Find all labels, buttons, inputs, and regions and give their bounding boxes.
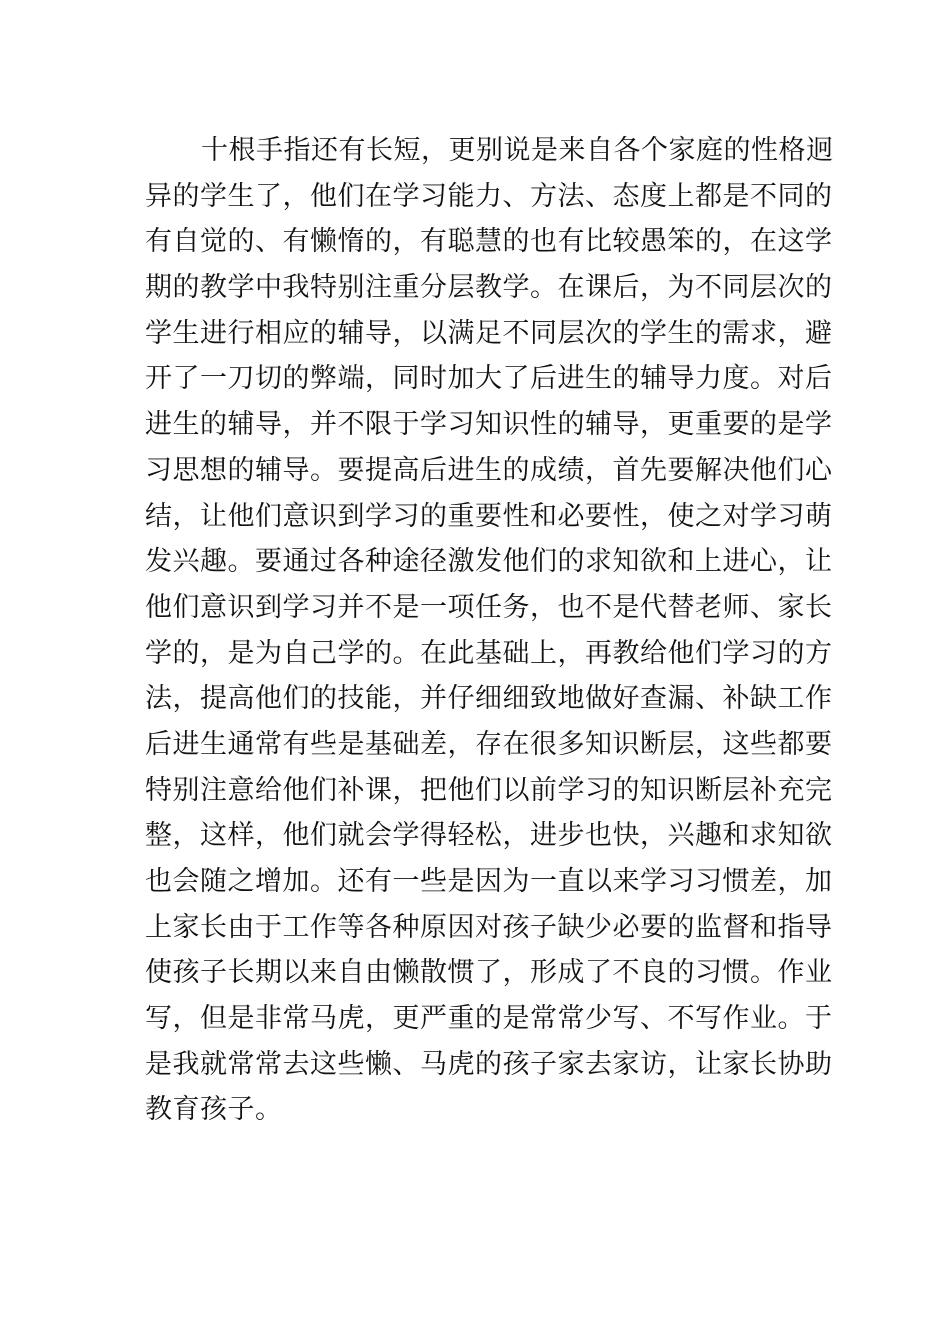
text-line: 他们意识到学习并不是一项任务，也不是代替老师、家长	[145, 591, 833, 623]
text-line: 特别注意给他们补课，把他们以前学习的知识断层补充完	[145, 774, 833, 806]
text-line: 结，让他们意识到学习的重要性和必要性，使之对学习萌	[145, 500, 833, 532]
text-line: 期的教学中我特别注重分层教学。在课后，为不同层次的	[145, 272, 833, 304]
text-line: 开了一刀切的弊端，同时加大了后进生的辅导力度。对后	[145, 363, 833, 395]
text-line: 学生进行相应的辅导，以满足不同层次的学生的需求，避	[145, 317, 833, 349]
text-line: 十根手指还有长短，更别说是来自各个家庭的性格迥	[201, 135, 834, 166]
text-line: 发兴趣。要通过各种途径激发他们的求知欲和上进心，让	[145, 546, 833, 578]
text-line: 写，但是非常马虎，更严重的是常常少写、不写作业。于	[145, 1003, 833, 1035]
text-line: 习思想的辅导。要提高后进生的成绩，首先要解决他们心	[145, 454, 833, 486]
text-line: 进生的辅导，并不限于学习知识性的辅导，更重要的是学	[145, 409, 833, 441]
text-line: 也会随之增加。还有一些是因为一直以来学习习惯差，加	[145, 866, 833, 897]
text-line: 法，提高他们的技能，并仔细细致地做好查漏、补缺工作	[145, 683, 833, 715]
text-line: 异的学生了，他们在学习能力、方法、态度上都是不同的	[145, 180, 833, 212]
text-line: 使孩子长期以来自由懒散惯了，形成了不良的习惯。作业	[145, 957, 833, 989]
text-line: 有自觉的、有懒惰的，有聪慧的也有比较愚笨的，在这学	[145, 226, 833, 258]
text-line: 上家长由于工作等各种原因对孩子缺少必要的监督和指导	[145, 911, 833, 943]
text-line: 教育孩子。	[145, 1094, 283, 1126]
text-line: 后进生通常有些是基础差，存在很多知识断层，这些都要	[145, 728, 833, 760]
text-line: 是我就常常去这些懒、马虎的孩子家去家访，让家长协助	[145, 1048, 833, 1080]
text-line: 整，这样，他们就会学得轻松，进步也快，兴趣和求知欲	[145, 820, 833, 852]
text-line: 学的，是为自己学的。在此基础上，再教给他们学习的方	[145, 637, 833, 669]
body-paragraph	[145, 128, 834, 1133]
